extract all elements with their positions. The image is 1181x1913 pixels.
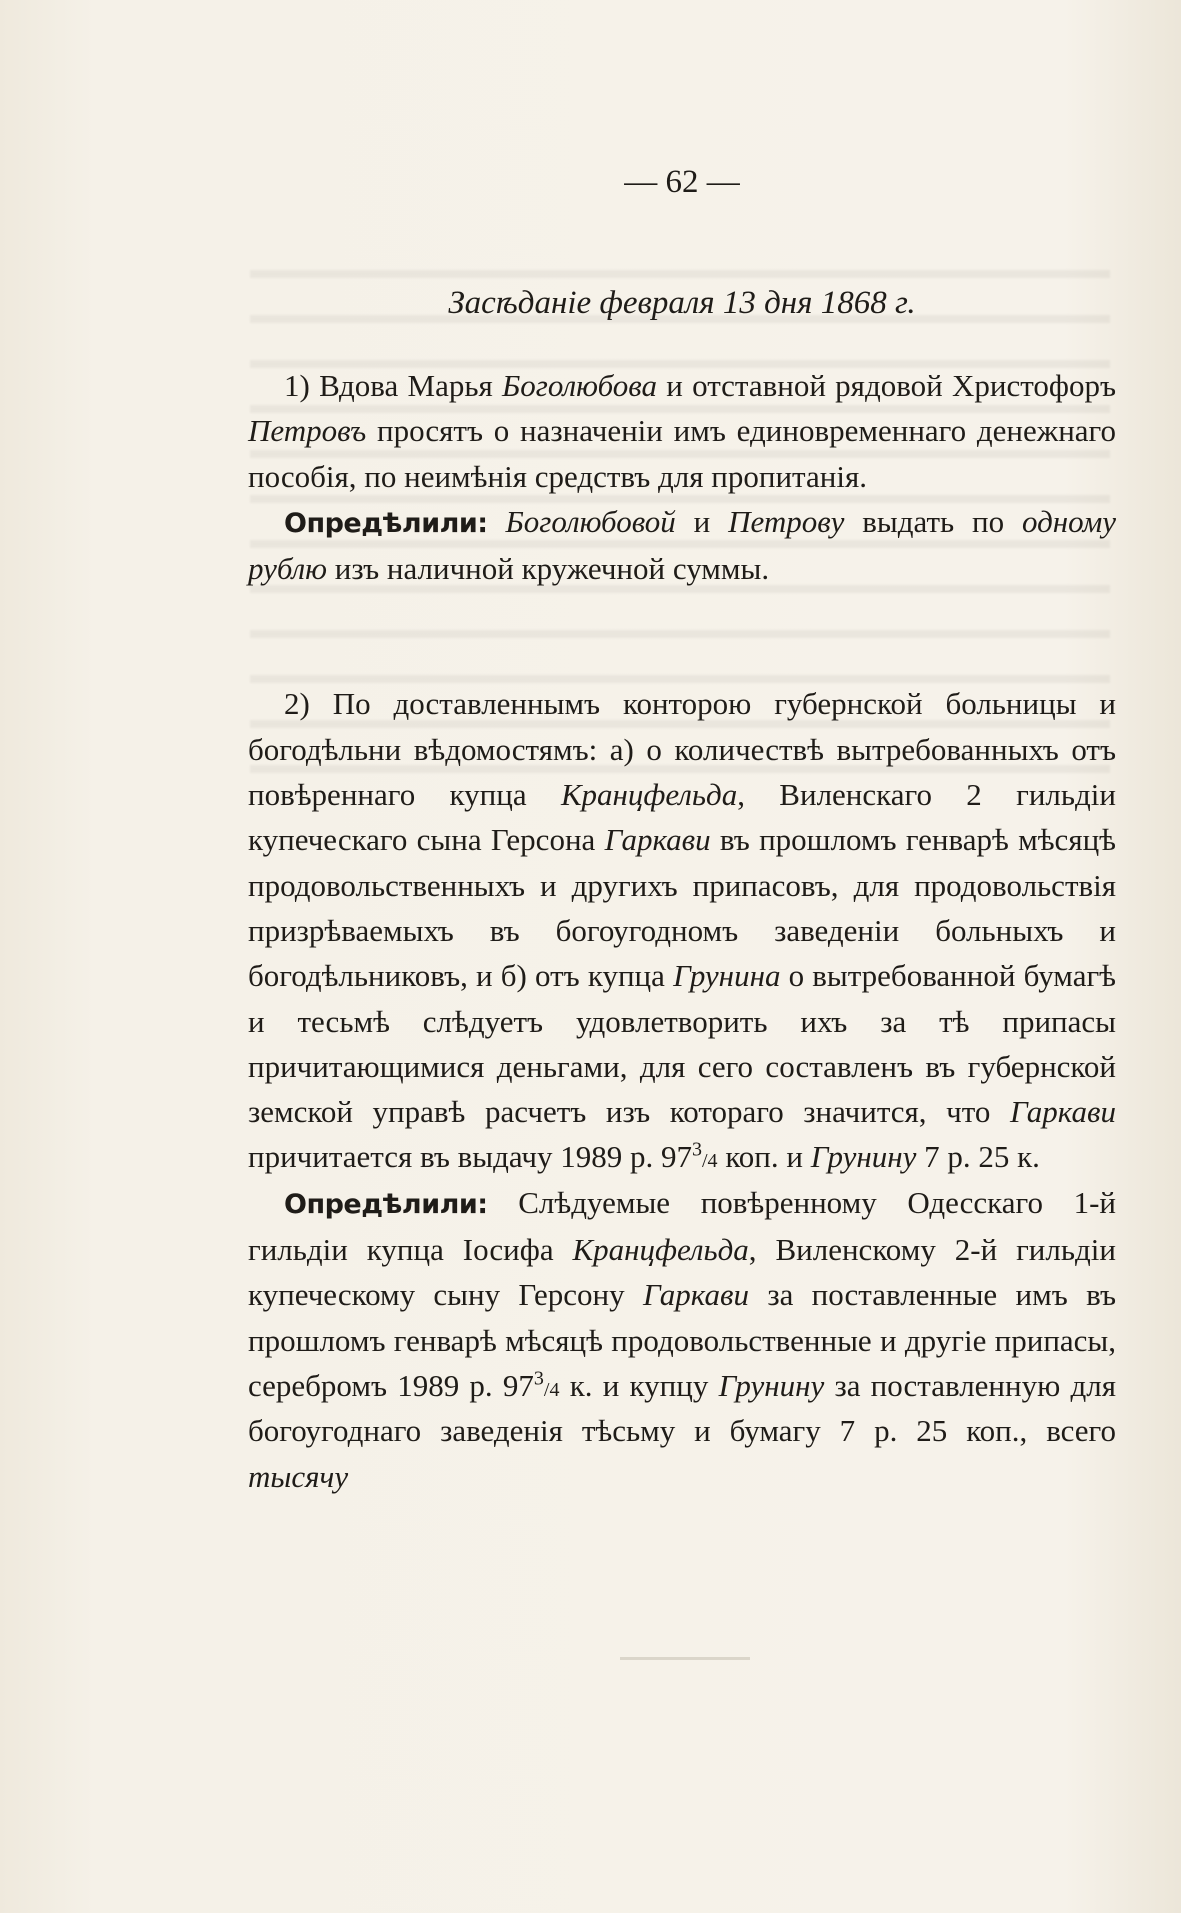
item-2-text-f: коп. и (717, 1139, 811, 1175)
decision-2-paragraph (248, 1180, 1116, 1499)
word-thousand: тысячу (248, 1458, 349, 1494)
name-krantsfeld: Кранцфельда (560, 777, 738, 813)
decision-1-label: Опредѣлили: (284, 507, 488, 539)
page-text (248, 160, 1116, 1499)
footer-rule (620, 1657, 750, 1660)
page-number: — 62 — (624, 164, 740, 200)
fraction-denominator-2: /4 (543, 1378, 560, 1401)
name-garkavi-2: Гаркави (1009, 1094, 1116, 1130)
item-1-text-b: и отставной рядовой Христофоръ (657, 368, 1116, 403)
decision-1-paragraph (248, 499, 1116, 592)
name-garkavi: Гаркави (604, 822, 711, 858)
item-2-text-c: въ прошломъ генварѣ мѣсяцѣ продовольственныхъ и другихъ припасовъ, для продовольствія призрѣваемыхъ въ богоугодномъ заведеніи больныхъ и богодѣльниковъ, и б) отъ купца (248, 822, 1116, 994)
fraction-numerator-2: 3 (533, 1367, 544, 1390)
decision-2-text-e: за поставленную для богоугоднаго заведенія тѣсьму и бумагу 7 р. 25 коп., всего (248, 1367, 1116, 1449)
name-petrovu: Петрову (728, 503, 845, 539)
decision-2-text-d: к. и купцу (559, 1367, 719, 1403)
decision-1-text-a: и (675, 503, 729, 539)
decision-1-text-c: изъ наличной кружечной суммы. (327, 551, 770, 587)
decision-2-label: Опредѣлили: (284, 1188, 488, 1220)
decision-2-text-c: за поставленные имъ въ прошломъ генварѣ мѣсяцѣ продовольственные и другіе припасы, серебромъ 1989 р. 97 (248, 1277, 1116, 1403)
paragraph-gap (248, 591, 1116, 681)
name-gruninu-2: Грунину (718, 1367, 825, 1403)
one-rouble-phrase: одному рублю (248, 503, 1116, 587)
fraction-numerator: 3 (692, 1139, 702, 1162)
name-gruninu: Грунину (810, 1139, 917, 1175)
item-2-text-e: причитается въ выдачу 1989 р. 97 (248, 1139, 692, 1175)
item-2-paragraph (248, 681, 1116, 1179)
name-petrov: Петровъ (248, 413, 367, 449)
decision-2-text-a: Слѣдуемые повѣренному Одесскаго 1-й гильдіи купца Іосифа (248, 1184, 1116, 1268)
session-heading: Засѣданіе февраля 13 дня 1868 г. (448, 285, 916, 321)
decision-2-text-b: , Виленскому 2-й гильдіи купеческому сыну Герсону (248, 1232, 1116, 1313)
item-2-text-b: , Виленскаго 2 гильдіи купеческаго сына Герсона (248, 777, 1116, 858)
fraction-denominator: /4 (702, 1150, 718, 1173)
item-1-text-c: просятъ о назначеніи имъ единовременнаго денежнаго пособія, по неимѣнія средствъ для пропитанія. (248, 413, 1116, 494)
item-2-text-g: 7 р. 25 к. (916, 1139, 1040, 1175)
item-2-text-d: о вытребованной бумагѣ и тесьмѣ слѣдуетъ удовлетворить ихъ за тѣ припасы причитающимися деньгами, для сего составленъ въ губернской земской управѣ расчетъ изъ котораго значится, что (248, 958, 1117, 1130)
decision-1-text-b: выдать по (844, 503, 1022, 539)
name-garkavi-3: Гаркави (642, 1277, 749, 1313)
name-bogolyubovoy: Боголюбовой (505, 503, 676, 539)
item-1-text-a: 1) Вдова Марья (284, 368, 503, 403)
name-bogolyubova: Боголюбова (502, 368, 658, 403)
name-krantsfeld-2: Кранцфельда (572, 1232, 749, 1268)
item-1-paragraph (248, 363, 1116, 499)
name-grunin: Грунина (673, 958, 781, 994)
item-2-text-a: 2) По доставленнымъ конторою губернской больницы и богодѣльни вѣдомостямъ: а) о количествѣ вытребованныхъ отъ повѣреннаго купца (248, 686, 1116, 813)
